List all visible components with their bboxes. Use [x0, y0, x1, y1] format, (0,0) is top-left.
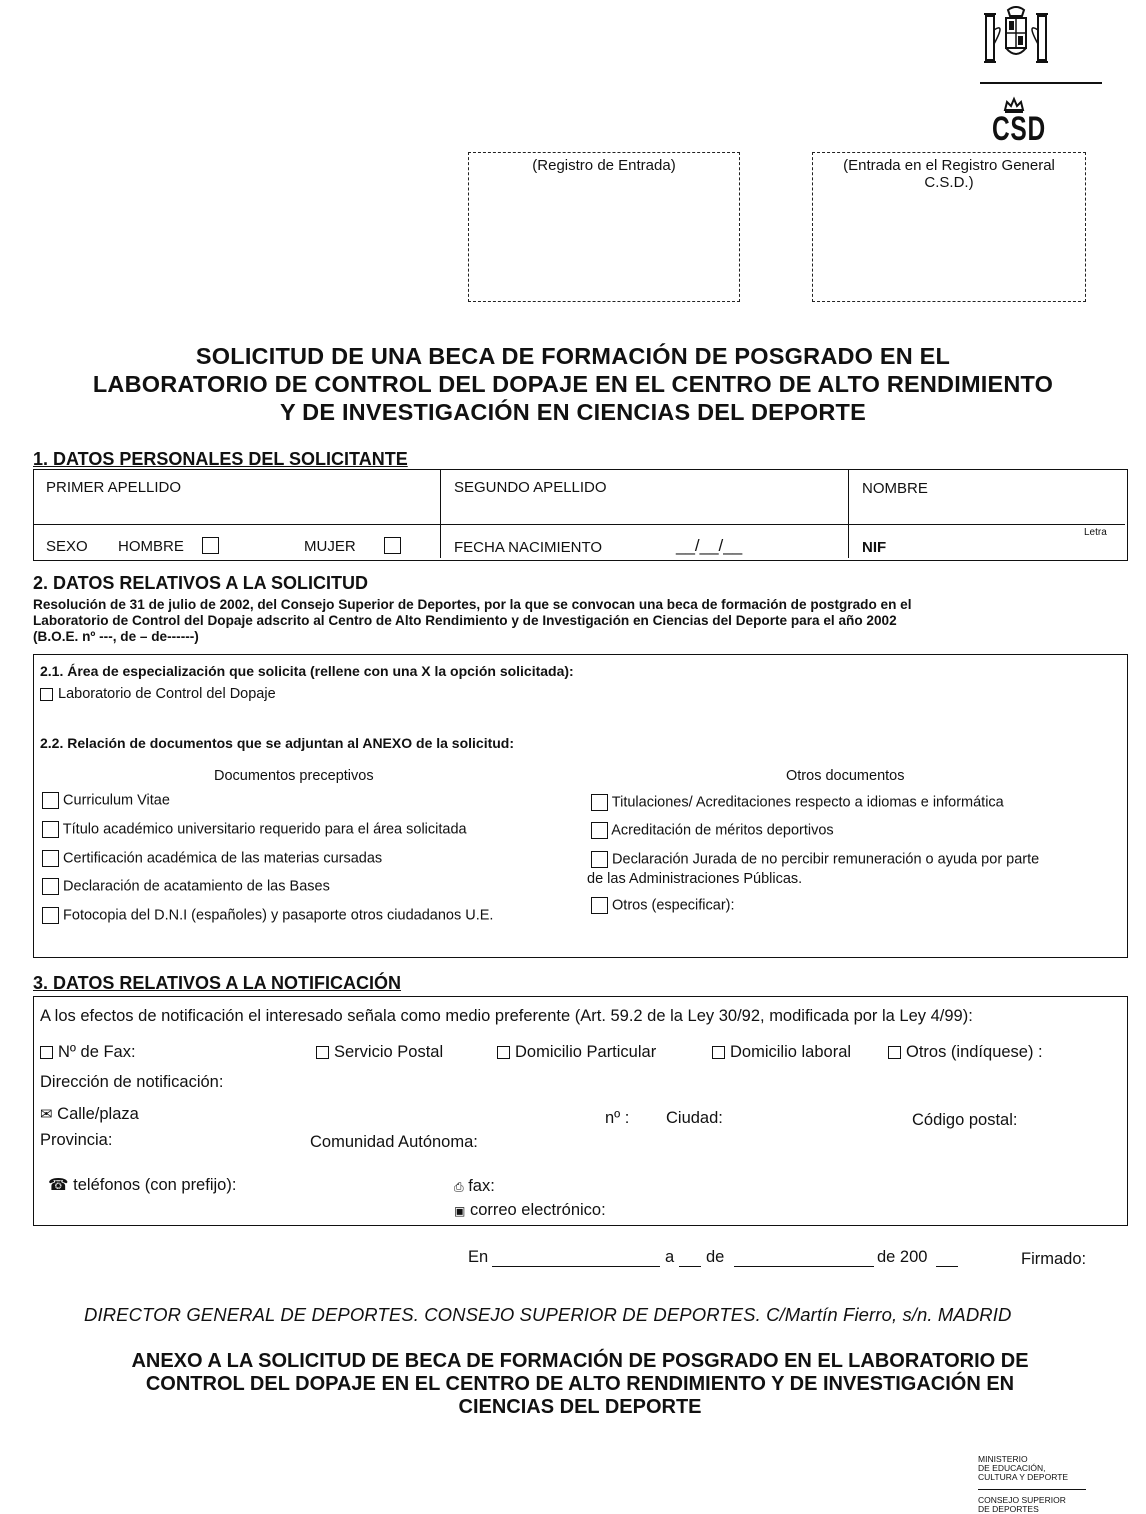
annex-line-2: CONTROL DEL DOPAJE EN EL CENTRO DE ALTO RENDIMIENTO Y DE INVESTIGACIÓN EN — [145, 1373, 1015, 1395]
opt-fax-label: Nº de Fax: — [58, 1043, 136, 1061]
calle-label: Calle/plaza — [57, 1105, 139, 1123]
ciudad-label: Ciudad: — [666, 1109, 723, 1127]
area-heading: 2.1. Área de especialización que solicita (rellene con una X la opción solicitada): — [40, 663, 574, 679]
doc-titulaciones-label: Titulaciones/ Acreditaciones respecto a idiomas e informática — [611, 794, 1004, 811]
consejo-line-2: DE DEPORTES — [978, 1504, 1039, 1514]
nombre-label: NOMBRE — [862, 480, 928, 497]
doc-declaracion-jurada-continuation: de las Administraciones Públicas. — [587, 871, 803, 887]
numero-label: nº : — [605, 1109, 630, 1127]
solicitud-box — [33, 654, 1128, 958]
notificacion-intro: A los efectos de notificación el interesado señala como medio preferente (Art. 59.2 de la Ley 30/92, modificada por la Ley 4/99): — [40, 1007, 973, 1025]
fecha-nacimiento-field[interactable]: __/__/__ — [676, 536, 743, 555]
title-line-3: Y DE INVESTIGACIÓN EN CIENCIAS DEL DEPORTE — [280, 399, 866, 425]
doc-titulo-checkbox[interactable] — [42, 821, 59, 838]
opt-postal-checkbox[interactable] — [316, 1046, 329, 1059]
doc-declaracion-bases-checkbox[interactable] — [42, 878, 59, 895]
doc-titulo-label: Título académico universitario requerido para el área solicitada — [62, 821, 467, 838]
fax-label: fax: — [468, 1177, 495, 1195]
ministerio-divider — [978, 1489, 1086, 1490]
computer-icon: ▣ — [454, 1204, 466, 1218]
resolucion-line-3: (B.O.E. nº ---, de – de------) — [33, 629, 199, 644]
form-title — [20, 342, 1126, 426]
doc-certificacion-label: Certificación académica de las materias cursadas — [63, 850, 383, 867]
mujer-checkbox[interactable] — [384, 537, 401, 554]
resolucion-text — [33, 597, 1123, 645]
doc-certificacion-checkbox[interactable] — [42, 850, 59, 867]
opt-postal-label: Servicio Postal — [334, 1043, 444, 1061]
title-line-2: LABORATORIO DE CONTROL DEL DOPAJE EN EL CENTRO DE ALTO RENDIMIENTO — [92, 371, 1054, 397]
csd-logo-text: CSD — [992, 110, 1046, 148]
preceptivos-title: Documentos preceptivos — [214, 768, 374, 784]
direccion-label: Dirección de notificación: — [40, 1073, 224, 1091]
doc-declaracion-jurada-label: Declaración Jurada de no percibir remuneración o ayuda por parte — [612, 851, 1040, 868]
telephone-icon: ☎ — [48, 1176, 69, 1194]
otros-title: Otros documentos — [786, 768, 905, 784]
provincia-label: Provincia: — [40, 1131, 113, 1149]
registro-general-box — [812, 152, 1086, 302]
registro-general-label-1: (Entrada en el Registro General — [843, 157, 1055, 174]
doc-curriculum-label: Curriculum Vitae — [63, 792, 170, 809]
title-line-1: SOLICITUD DE UNA BECA DE FORMACIÓN DE POSGRADO EN EL — [195, 343, 951, 369]
comunidad-label: Comunidad Autónoma: — [310, 1133, 478, 1151]
doc-declaracion-bases-label: Declaración de acatamiento de las Bases — [63, 878, 330, 895]
firma-a-label: a — [665, 1248, 675, 1266]
personal-data-table — [33, 469, 1128, 561]
hombre-label: HOMBRE — [118, 538, 184, 555]
hombre-checkbox[interactable] — [202, 537, 219, 554]
ministerio-line-2: DE EDUCACIÓN, — [978, 1463, 1046, 1473]
section2-heading: 2. DATOS RELATIVOS A LA SOLICITUD — [33, 573, 369, 593]
consejo-line-1: CONSEJO SUPERIOR — [978, 1495, 1066, 1505]
docs-heading: 2.2. Relación de documentos que se adjuntan al ANEXO de la solicitud: — [40, 735, 515, 751]
segundo-apellido-label: SEGUNDO APELLIDO — [454, 479, 607, 496]
telefonos-label: teléfonos (con prefijo): — [73, 1176, 237, 1194]
doc-titulaciones-checkbox[interactable] — [591, 794, 608, 811]
opt-otros-checkbox[interactable] — [888, 1046, 901, 1059]
fecha-nacimiento-label: FECHA NACIMIENTO — [454, 539, 603, 556]
opt-laboral-label: Domicilio laboral — [730, 1043, 852, 1061]
mujer-label: MUJER — [304, 538, 356, 555]
coat-of-arms-icon — [980, 6, 1052, 68]
firma-de-label: de — [706, 1248, 725, 1266]
area-laboratorio-label: Laboratorio de Control del Dopaje — [58, 686, 276, 702]
consejo-logo-text — [978, 1496, 1066, 1514]
area-laboratorio-checkbox[interactable] — [40, 688, 53, 701]
resolucion-line-2: Laboratorio de Control del Dopaje adscrito al Centro de Alto Rendimiento y de Investigación en Ciencias del Deporte para el año 2002 — [33, 613, 897, 628]
opt-otros-label: Otros (indíquese) : — [906, 1043, 1043, 1061]
doc-dni-label: Fotocopia del D.N.I (españoles) y pasaporte otros ciudadanos U.E. — [63, 907, 494, 924]
opt-particular-label: Domicilio Particular — [515, 1043, 657, 1061]
ministerio-line-3: CULTURA Y DEPORTE — [978, 1472, 1069, 1482]
nif-label: NIF — [862, 539, 887, 556]
doc-declaracion-jurada-checkbox[interactable] — [591, 851, 608, 868]
section3-heading: 3. DATOS RELATIVOS A LA NOTIFICACIÓN — [33, 973, 402, 993]
codigo-postal-label: Código postal: — [912, 1111, 1018, 1129]
annex-line-3: CIENCIAS DEL DEPORTE — [458, 1396, 702, 1418]
opt-fax-checkbox[interactable] — [40, 1046, 53, 1059]
envelope-icon: ✉ — [40, 1106, 53, 1123]
sexo-label: SEXO — [46, 538, 88, 555]
firma-anio-field[interactable] — [936, 1266, 958, 1267]
doc-otros-checkbox[interactable] — [591, 897, 608, 914]
firma-dia-field[interactable] — [679, 1266, 701, 1267]
opt-particular-checkbox[interactable] — [497, 1046, 510, 1059]
registro-entrada-label: (Registro de Entrada) — [532, 157, 676, 174]
doc-otros-label: Otros (especificar): — [612, 897, 735, 914]
letra-label: Letra — [1084, 527, 1107, 538]
notificacion-box — [33, 996, 1128, 1226]
doc-meritos-label: Acreditación de méritos deportivos — [611, 822, 834, 839]
correo-label: correo electrónico: — [469, 1201, 606, 1219]
doc-meritos-checkbox[interactable] — [591, 822, 608, 839]
firma-anio-label: de 200 — [877, 1248, 928, 1266]
doc-dni-checkbox[interactable] — [42, 907, 59, 924]
registro-general-label-2: C.S.D.) — [924, 174, 974, 191]
opt-laboral-checkbox[interactable] — [712, 1046, 725, 1059]
section1-heading: 1. DATOS PERSONALES DEL SOLICITANTE — [33, 449, 408, 469]
ministerio-line-1: MINISTERIO — [978, 1454, 1028, 1464]
director-address: DIRECTOR GENERAL DE DEPORTES. CONSEJO SUPERIOR DE DEPORTES. C/Martín Fierro, s/n. MADRID — [84, 1304, 1012, 1325]
ministerio-logo-text — [978, 1455, 1068, 1482]
annex-title — [30, 1350, 1130, 1419]
firma-lugar-field[interactable] — [492, 1266, 660, 1267]
resolucion-line-1: Resolución de 31 de julio de 2002, del Consejo Superior de Deportes, por la que se convocan una beca de formación de postgrado en el — [33, 597, 912, 612]
firma-en-label: En — [468, 1248, 489, 1266]
annex-line-1: ANEXO A LA SOLICITUD DE BECA DE FORMACIÓN DE POSGRADO EN EL LABORATORIO DE — [131, 1350, 1029, 1372]
firma-mes-field[interactable] — [734, 1266, 874, 1267]
fax-machine-icon: ⎙ — [454, 1180, 464, 1194]
primer-apellido-label: PRIMER APELLIDO — [46, 479, 182, 496]
doc-curriculum-checkbox[interactable] — [42, 792, 59, 809]
logo-divider — [980, 82, 1102, 84]
registro-entrada-box — [468, 152, 740, 302]
firmado-label: Firmado: — [1021, 1250, 1087, 1268]
